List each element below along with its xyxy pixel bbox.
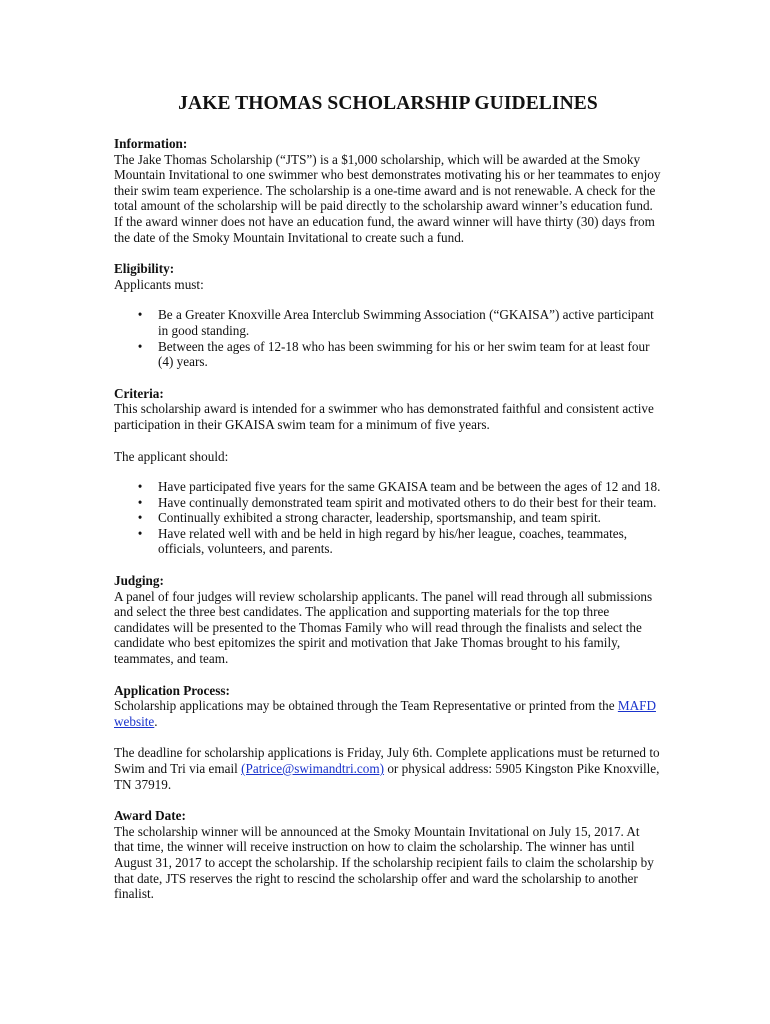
document-page [114,92,662,918]
list-item-text: Have related well with and be held in high regard by his/her league, coaches, teammates, officials, volunteers, and parents. [158,525,628,557]
deadline-text-end: or physical address: 5905 Kingston Pike Knoxville, TN 37919. [114,761,660,792]
list-item-text: Between the ages of 12-18 who has been swimming for his or her swim team for at least four (4) years. [158,338,650,370]
mafd-website-link[interactable]: MAFD website [114,698,656,729]
bullet-icon: • [137,525,143,541]
list-item [114,479,662,495]
information-section [114,136,662,245]
list-item [114,510,662,526]
information-heading: Information: [114,136,188,151]
list-item-text: Have continually demonstrated team spirit and motivated others to do their best for their team. [158,494,657,510]
criteria-intro: The applicant should: [114,448,229,464]
eligibility-heading: Eligibility: [114,261,175,277]
application-text [114,698,662,729]
email-link[interactable]: (Patrice@swimandtri.com) [241,761,385,776]
list-item-text: Be a Greater Knoxville Area Interclub Swimming Association (“GKAISA”) active participant in good standing. [158,307,654,338]
judging-section [114,573,662,667]
judging-text: A panel of four judges will review scholarship applicants. The panel will read through all submissions and select the three best candidates. The application and supporting materials for the top three candidates will be presented to the Thomas Family who will read through the finalists and select the candidate who best epitomizes the spirit and motivation that Jake Thomas brought to his family, teammates, and team. [114,588,653,667]
criteria-section [114,386,662,557]
list-item [114,526,662,557]
criteria-heading: Criteria: [114,385,164,401]
criteria-list [114,479,662,557]
eligibility-intro: Applicants must: [114,276,204,292]
list-item [114,307,662,338]
list-item-text: Have participated five years for the same GKAISA team and be between the ages of 12 and 18. [158,479,661,495]
deadline-text-start: The deadline for scholarship applications is Friday, July 6th. Complete applications must be returned to Swim and Tri via email [114,745,660,776]
application-text-end: . [154,713,158,729]
bullet-icon: • [137,479,143,495]
criteria-text: This scholarship award is intended for a swimmer who has demonstrated faithful and consistent active participation in their GKAISA swim team for a minimum of five years. [114,401,654,432]
information-text: The Jake Thomas Scholarship (“JTS”) is a $1,000 scholarship, which will be awarded at the Smoky Mountain Invitational to one swimmer who best demonstrates motivating his or her teammates to enjoy their swim team experience. The scholarship is a one-time award and is not renewable. A check for the total amount of the scholarship will be paid directly to the scholarship award winner’s education fund. If the award winner does not have an education fund, the award winner will have thirty (30) days from the date of the Smoky Mountain Invitational to create such a fund. [114,151,661,245]
judging-heading: Judging: [114,573,164,589]
eligibility-section [114,261,662,370]
application-section [114,683,662,793]
bullet-icon: • [137,510,143,526]
eligibility-list [114,307,662,369]
list-item [114,339,662,370]
application-text-start: Scholarship applications may be obtained through the Team Representative or printed from the [114,698,618,714]
deadline-text [114,745,662,792]
list-item [114,495,662,511]
award-date-section [114,808,662,902]
bullet-icon: • [137,307,143,323]
page-title: JAKE THOMAS SCHOLARSHIP GUIDELINES [178,93,598,114]
bullet-icon: • [137,494,143,510]
list-item-text: Continually exhibited a strong character, leadership, sportsmanship, and team spirit. [158,510,601,526]
bullet-icon: • [137,338,143,354]
application-heading: Application Process: [114,682,230,698]
award-date-heading: Award Date: [114,808,186,824]
award-date-text: The scholarship winner will be announced at the Smoky Mountain Invitational on July 15, 2017. At that time, the winner will receive instruction on how to claim the scholarship. The winner has until August 31, 2017 to accept the scholarship. If the scholarship recipient fails to claim the scholarship by that date, JTS reserves the right to rescind the scholarship offer and ward the scholarship to another finalist. [114,823,654,902]
